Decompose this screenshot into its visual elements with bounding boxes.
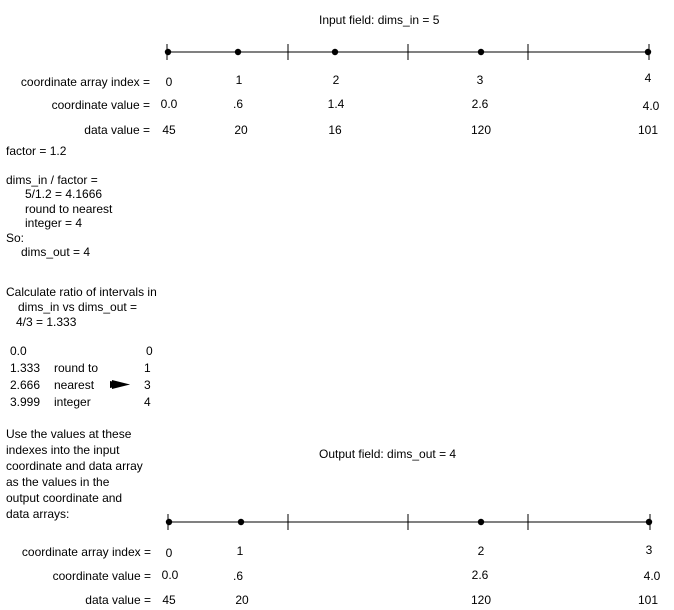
output-point — [166, 519, 172, 525]
input-coord-value: 4.0 — [642, 99, 660, 113]
output-field-title: Output field: dims_out = 4 — [319, 447, 457, 461]
instruction-line: Use the values at these — [6, 427, 132, 441]
output-data-label: data value = — [85, 593, 151, 607]
output-index-value: 3 — [645, 543, 653, 557]
output-data-value: 45 — [162, 593, 176, 607]
output-coord-value: 0.0 — [161, 568, 179, 582]
input-data-value: 16 — [328, 123, 342, 137]
round-input-value: 0.0 — [10, 344, 27, 358]
ratio-line: dims_in vs dims_out = — [18, 300, 138, 314]
input-point — [645, 49, 651, 55]
round-output-value: 4 — [144, 395, 151, 409]
dims-division-line: So: — [6, 231, 25, 245]
output-data-value: 120 — [470, 593, 492, 607]
round-instruction: nearest — [54, 378, 95, 392]
input-coord-value: 1.4 — [327, 97, 345, 111]
input-field-title: Input field: dims_in = 5 — [319, 13, 440, 27]
output-data-value: 101 — [637, 593, 659, 607]
output-index-value: 2 — [477, 544, 485, 558]
instruction-line: output coordinate and — [6, 491, 123, 505]
input-coord-value: 0.0 — [160, 97, 178, 111]
input-data-value: 101 — [637, 123, 659, 137]
instruction-line: data arrays: — [6, 507, 70, 521]
output-point — [238, 519, 244, 525]
input-coord-value: 2.6 — [471, 97, 489, 111]
input-point — [235, 49, 241, 55]
round-input-value: 1.333 — [10, 361, 41, 375]
input-index-label: coordinate array index = — [20, 75, 150, 89]
input-coord-label: coordinate value = — [51, 98, 150, 112]
round-input-value: 2.666 — [10, 378, 41, 392]
input-data-value: 20 — [234, 123, 248, 137]
output-coord-value: .6 — [232, 569, 244, 583]
input-coord-value: .6 — [232, 97, 244, 111]
input-point — [478, 49, 484, 55]
input-point — [165, 49, 171, 55]
input-index-value: 1 — [235, 73, 243, 87]
output-axis — [0, 514, 674, 530]
input-index-value: 0 — [165, 75, 173, 89]
instruction-line: as the values in the — [6, 475, 110, 489]
output-point — [646, 519, 652, 525]
round-output-value: 3 — [144, 378, 151, 392]
output-index-value: 0 — [165, 546, 173, 560]
output-coord-value: 2.6 — [471, 568, 489, 582]
round-output-value: 0 — [146, 344, 153, 358]
arrow-right-icon — [110, 379, 132, 391]
instruction-line: indexes into the input — [6, 443, 120, 457]
dims-division-line: round to nearest — [25, 202, 113, 216]
dims-division-line: dims_in / factor = — [6, 173, 98, 187]
output-coord-value: 4.0 — [643, 569, 661, 583]
round-output-value: 1 — [144, 361, 151, 375]
round-instruction: integer — [54, 395, 91, 409]
input-index-value: 3 — [476, 73, 484, 87]
input-index-value: 2 — [332, 73, 340, 87]
input-data-value: 45 — [162, 123, 176, 137]
dims-division-line: dims_out = 4 — [21, 245, 91, 259]
input-data-value: 120 — [470, 123, 492, 137]
output-index-value: 1 — [236, 544, 244, 558]
round-instruction: round to — [54, 361, 99, 375]
input-index-value: 4 — [644, 71, 652, 85]
ratio-line: 4/3 = 1.333 — [16, 315, 77, 329]
output-data-value: 20 — [235, 593, 249, 607]
dims-division-line: integer = 4 — [25, 216, 83, 230]
round-input-value: 3.999 — [10, 395, 41, 409]
ratio-line: Calculate ratio of intervals in — [6, 285, 157, 299]
factor-text: factor = 1.2 — [6, 144, 67, 158]
input-point — [332, 49, 338, 55]
input-axis — [0, 44, 674, 60]
input-data-label: data value = — [84, 123, 150, 137]
output-point — [478, 519, 484, 525]
instruction-line: coordinate and data array — [6, 459, 143, 473]
output-coord-label: coordinate value = — [52, 569, 151, 583]
dims-division-line: 5/1.2 = 4.1666 — [25, 187, 103, 201]
output-index-label: coordinate array index = — [21, 545, 151, 559]
